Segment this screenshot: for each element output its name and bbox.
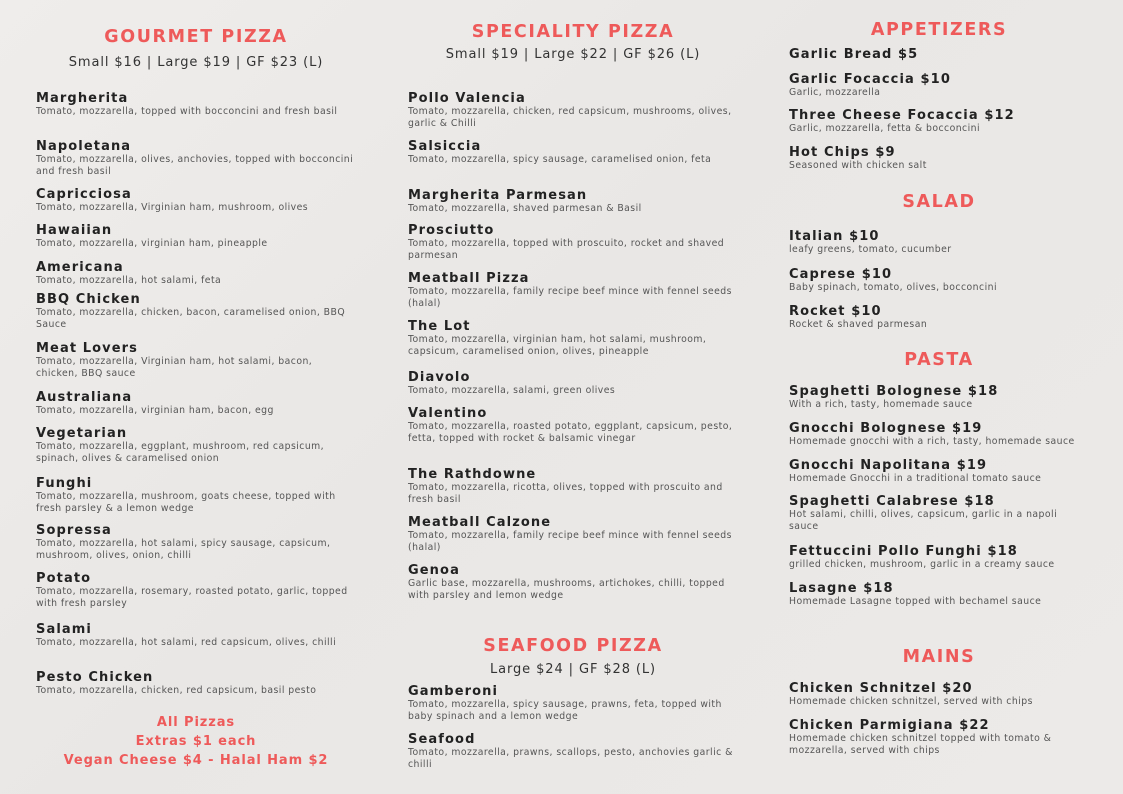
menu-item-name: Meatball Pizza: [408, 271, 530, 286]
menu-item-description: grilled chicken, mushroom, garlic in a creamy sauce: [789, 559, 1055, 570]
menu-item-description: Homemade gnocchi with a rich, tasty, homemade sauce: [789, 436, 1075, 447]
menu-item-description: Tomato, mozzarella, Virginian ham, hot salami, bacon, chicken, BBQ sauce: [36, 356, 313, 379]
appetizers-menu-item: [789, 47, 1089, 62]
note-line-vegan-halal: Vegan Cheese $4 - Halal Ham $2: [63, 753, 329, 768]
salad-menu-item: [789, 229, 1089, 256]
menu-item-description: Tomato, mozzarella, hot salami, feta: [36, 275, 222, 286]
menu-item-description: Tomato, mozzarella, family recipe beef mince with fennel seeds (halal): [408, 530, 732, 553]
menu-item-name: Capricciosa: [36, 187, 132, 202]
menu-item-description: Tomato, mozzarella, eggplant, mushroom, red capsicum, spinach, olives & caramelised onion: [36, 441, 325, 464]
menu-item-description: Tomato, mozzarella, roasted potato, eggplant, capsicum, pesto, fetta, topped with rocket & balsamic vinegar: [408, 421, 733, 444]
menu-item-description: Baby spinach, tomato, olives, bocconcini: [789, 282, 997, 293]
menu-item-name: Italian $10: [789, 229, 880, 244]
pasta-menu-item: [789, 384, 1089, 411]
pasta-menu-item: [789, 494, 1089, 533]
menu-item-description: Tomato, mozzarella, ricotta, olives, topped with proscuito and fresh basil: [408, 482, 723, 505]
gourmet-menu-item: [36, 523, 356, 562]
menu-item-name: Vegetarian: [36, 426, 128, 441]
menu-item-name: Hot Chips $9: [789, 145, 896, 160]
speciality-menu-item: [408, 139, 738, 166]
menu-item-name: Garlic Bread $5: [789, 47, 919, 62]
speciality-menu-item: [408, 271, 738, 310]
menu-item-description: Tomato, mozzarella, shaved parmesan & Basil: [408, 203, 642, 214]
menu-item-description: leafy greens, tomato, cucumber: [789, 244, 952, 255]
menu-item-description: Tomato, mozzarella, prawns, scallops, pesto, anchovies garlic & chilli: [408, 747, 733, 770]
note-line-extras: Extras $1 each: [135, 734, 257, 749]
appetizers-menu-item: [789, 145, 1089, 172]
gourmet-menu-item: [36, 426, 356, 465]
menu-item-description: Hot salami, chilli, olives, capsicum, garlic in a napoli sauce: [789, 509, 1058, 532]
menu-item-description: Homemade chicken schnitzel topped with tomato & mozzarella, served with chips: [789, 733, 1052, 756]
salad-menu-item: [789, 267, 1089, 294]
gourmet-menu-item: [36, 390, 356, 417]
menu-item-description: Tomato, mozzarella, chicken, bacon, caramelised onion, BBQ Sauce: [36, 307, 346, 330]
menu-item-description: Garlic base, mozzarella, mushrooms, artichokes, chilli, topped with parsley and lemon wedge: [408, 578, 725, 601]
menu-item-description: Seasoned with chicken salt: [789, 160, 927, 171]
speciality-menu-item: [408, 515, 738, 554]
speciality-menu-item: [408, 563, 738, 602]
pasta-heading: PASTA: [904, 350, 974, 370]
seafood-menu-item: [408, 732, 738, 771]
menu-item-name: Genoa: [408, 563, 460, 578]
menu-item-name: Valentino: [408, 406, 488, 421]
menu-item-name: Diavolo: [408, 370, 471, 385]
menu-item-description: Tomato, mozzarella, rosemary, roasted potato, garlic, topped with fresh parsley: [36, 586, 348, 609]
menu-item-description: Tomato, mozzarella, hot salami, red capsicum, olives, chilli: [36, 637, 337, 648]
menu-item-name: Australiana: [36, 390, 133, 405]
menu-item-description: Tomato, mozzarella, family recipe beef mince with fennel seeds (halal): [408, 286, 732, 309]
pasta-menu-item: [789, 544, 1089, 571]
menu-item-name: Chicken Parmigiana $22: [789, 718, 990, 733]
menu-item-name: Americana: [36, 260, 124, 275]
salad-menu-item: [789, 304, 1089, 331]
salad-heading: SALAD: [902, 192, 976, 212]
gourmet-menu-item: [36, 91, 356, 118]
menu-item-name: Gnocchi Bolognese $19: [789, 421, 983, 436]
menu-item-name: Seafood: [408, 732, 476, 747]
menu-item-description: Tomato, mozzarella, spicy sausage, prawns, feta, topped with baby spinach and a lemon wedge: [408, 699, 722, 722]
gourmet-menu-item: [36, 260, 356, 287]
speciality-menu-item: [408, 91, 738, 130]
menu-item-name: Rocket $10: [789, 304, 882, 319]
seafood-heading: SEAFOOD PIZZA: [483, 636, 663, 656]
menu-item-description: Tomato, mozzarella, virginian ham, bacon, egg: [36, 405, 274, 416]
speciality-menu-item: [408, 319, 738, 358]
speciality-menu-item: [408, 406, 738, 445]
menu-item-description: Homemade Lasagne topped with bechamel sauce: [789, 596, 1042, 607]
menu-item-name: Margherita Parmesan: [408, 188, 588, 203]
gourmet-heading: GOURMET PIZZA: [104, 27, 288, 47]
menu-item-description: Garlic, mozzarella, fetta & bocconcini: [789, 123, 981, 134]
menu-item-name: Funghi: [36, 476, 93, 491]
gourmet-menu-item: [36, 571, 356, 610]
gourmet-menu-item: [36, 187, 356, 214]
menu-item-description: Tomato, mozzarella, topped with bocconcini and fresh basil: [36, 106, 338, 117]
gourmet-menu-item: [36, 223, 356, 250]
menu-item-description: Rocket & shaved parmesan: [789, 319, 928, 330]
menu-item-name: Pollo Valencia: [408, 91, 526, 106]
menu-item-name: Sopressa: [36, 523, 112, 538]
speciality-menu-item: [408, 467, 738, 506]
menu-item-name: Fettuccini Pollo Funghi $18: [789, 544, 1018, 559]
appetizers-heading: APPETIZERS: [870, 20, 1008, 40]
mains-menu-item: [789, 681, 1089, 708]
pasta-menu-item: [789, 458, 1089, 485]
gourmet-menu-item: [36, 476, 356, 515]
menu-item-name: Margherita: [36, 91, 129, 106]
menu-item-description: Homemade Gnocchi in a traditional tomato sauce: [789, 473, 1042, 484]
menu-item-name: BBQ Chicken: [36, 292, 141, 307]
speciality-heading: SPECIALITY PIZZA: [471, 22, 675, 42]
mains-menu-item: [789, 718, 1089, 757]
gourmet-price-line: Small $16 | Large $19 | GF $23 (L): [68, 55, 324, 70]
seafood-price-line: Large $24 | GF $28 (L): [490, 662, 656, 677]
pasta-menu-item: [789, 421, 1089, 448]
menu-item-description: Tomato, mozzarella, topped with proscuito, rocket and shaved parmesan: [408, 238, 725, 261]
menu-item-name: Salsiccia: [408, 139, 482, 154]
pasta-menu-item: [789, 581, 1089, 608]
seafood-menu-item: [408, 684, 738, 723]
gourmet-menu-item: [36, 292, 356, 331]
gourmet-menu-item: [36, 139, 356, 178]
menu-item-name: Three Cheese Focaccia $12: [789, 108, 1015, 123]
gourmet-menu-item: [36, 622, 356, 649]
menu-item-description: Tomato, mozzarella, spicy sausage, caramelised onion, feta: [408, 154, 712, 165]
menu-item-description: Tomato, mozzarella, chicken, red capsicum, mushrooms, olives, garlic & Chilli: [408, 106, 732, 129]
menu-item-name: Caprese $10: [789, 267, 893, 282]
menu-item-description: Tomato, mozzarella, hot salami, spicy sausage, capsicum, mushroom, olives, onion, chilli: [36, 538, 331, 561]
menu-item-name: Hawaiian: [36, 223, 113, 238]
menu-item-description: Tomato, mozzarella, virginian ham, pineapple: [36, 238, 268, 249]
menu-item-name: Chicken Schnitzel $20: [789, 681, 973, 696]
menu-item-name: Meat Lovers: [36, 341, 139, 356]
menu-item-name: Salami: [36, 622, 92, 637]
menu-item-name: Spaghetti Bolognese $18: [789, 384, 999, 399]
note-line-all-pizzas: All Pizzas: [156, 715, 236, 730]
menu-item-name: Garlic Focaccia $10: [789, 72, 951, 87]
menu-item-name: Napoletana: [36, 139, 132, 154]
menu-item-name: Meatball Calzone: [408, 515, 552, 530]
menu-item-name: Potato: [36, 571, 92, 586]
menu-item-description: Tomato, mozzarella, salami, green olives: [408, 385, 616, 396]
appetizers-menu-item: [789, 108, 1089, 135]
menu-item-description: Homemade chicken schnitzel, served with chips: [789, 696, 1033, 707]
menu-item-name: Prosciutto: [408, 223, 495, 238]
menu-item-name: Spaghetti Calabrese $18: [789, 494, 995, 509]
menu-item-name: Gamberoni: [408, 684, 499, 699]
menu-item-description: Tomato, mozzarella, mushroom, goats cheese, topped with fresh parsley & a lemon wedge: [36, 491, 336, 514]
menu-item-name: Pesto Chicken: [36, 670, 154, 685]
menu-item-description: Tomato, mozzarella, virginian ham, hot salami, mushroom, capsicum, caramelised onion, olives, pineapple: [408, 334, 707, 357]
menu-item-description: Tomato, mozzarella, Virginian ham, mushroom, olives: [36, 202, 309, 213]
speciality-menu-item: [408, 370, 738, 397]
menu-item-description: Tomato, mozzarella, chicken, red capsicum, basil pesto: [36, 685, 317, 696]
menu-item-description: With a rich, tasty, homemade sauce: [789, 399, 973, 410]
menu-item-name: Gnocchi Napolitana $19: [789, 458, 988, 473]
speciality-menu-item: [408, 188, 738, 215]
speciality-menu-item: [408, 223, 738, 262]
menu-item-name: The Lot: [408, 319, 471, 334]
mains-heading: MAINS: [902, 647, 976, 667]
menu-item-name: The Rathdowne: [408, 467, 537, 482]
speciality-price-line: Small $19 | Large $22 | GF $26 (L): [445, 47, 701, 62]
appetizers-menu-item: [789, 72, 1089, 99]
menu-item-name: Lasagne $18: [789, 581, 894, 596]
gourmet-note: [36, 713, 356, 770]
gourmet-menu-item: [36, 341, 356, 380]
gourmet-menu-item: [36, 670, 356, 697]
menu-item-description: Tomato, mozzarella, olives, anchovies, topped with bocconcini and fresh basil: [36, 154, 354, 177]
menu-item-description: Garlic, mozzarella: [789, 87, 881, 98]
